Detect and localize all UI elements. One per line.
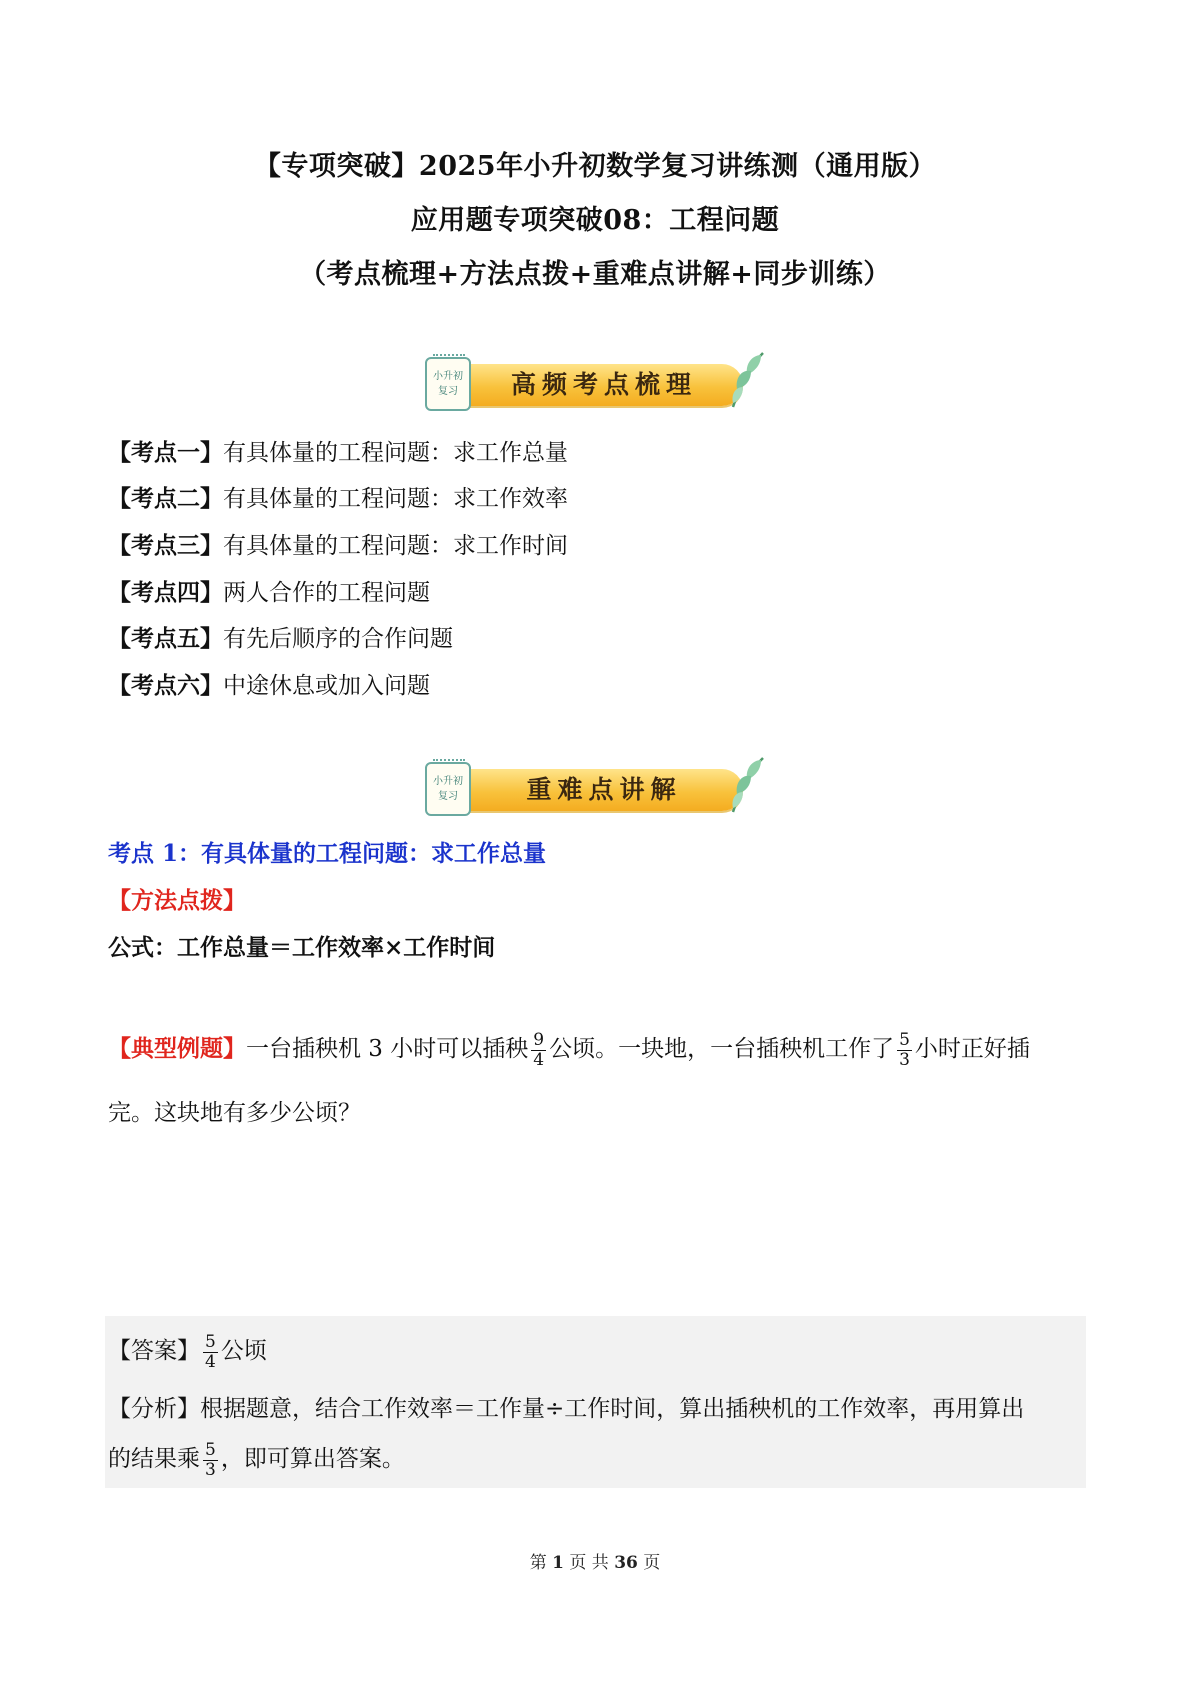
key-point-3 (108, 527, 568, 560)
banner-text: 高频考点梳理 (510, 370, 697, 399)
analysis-text: 的结果乘 (108, 1446, 200, 1472)
key-point-5 (108, 620, 453, 653)
example-line-2: 完。这块地有多少公顷？ (108, 1100, 361, 1126)
leaf-icon (725, 754, 769, 816)
doc-title-line1: 【专项突破】2025年小升初数学复习讲练测（通用版） (253, 151, 937, 182)
analysis-line-2 (108, 1440, 405, 1480)
key-point-tag: 【考点五】 (108, 625, 223, 652)
section-banner-key-difficulties (425, 760, 765, 820)
badge-text-top: 小升初 (433, 776, 463, 787)
page-total: 36 (614, 1553, 638, 1573)
badge-text-bottom: 复习 (438, 386, 458, 397)
key-point-2 (108, 480, 568, 513)
badge-text-bottom: 复习 (438, 791, 458, 802)
example-text-part1: 一台插秧机 3 小时可以插秧 (246, 1036, 529, 1062)
analysis-tag: 【分析】 (108, 1396, 200, 1422)
key-point-text: 有具体量的工程问题：求工作总量 (223, 440, 568, 466)
key-point-text: 中途休息或加入问题 (223, 673, 430, 699)
key-point-tag: 【考点二】 (108, 485, 223, 512)
example-text-part3: 小时正好插 (914, 1036, 1030, 1062)
key-point-tag: 【考点六】 (108, 672, 223, 699)
leaf-icon (725, 349, 769, 411)
fraction: $\frac{5}{4}$ (205, 1331, 216, 1372)
key-point-text: 有具体量的工程问题：求工作时间 (223, 533, 568, 559)
analysis-text: 根据题意，结合工作效率＝工作量÷工作时间，算出插秧机的工作效率，再用算出 (200, 1396, 1025, 1422)
notebook-badge-icon (425, 357, 471, 411)
page-footer: 第 1 页 共 36 页 (529, 1553, 661, 1573)
example-line-1 (108, 1030, 1030, 1070)
fraction: $\frac{5}{3}$ (205, 1439, 216, 1480)
formula-text: 公式：工作总量＝工作效率×工作时间 (108, 934, 496, 961)
section-banner-high-frequency (425, 355, 765, 415)
analysis-text: ，即可算出答案。 (220, 1446, 405, 1472)
badge-text-top: 小升初 (433, 371, 463, 382)
key-point-tag: 【考点三】 (108, 532, 223, 559)
key-point-4 (108, 574, 430, 607)
key-point-tag: 【考点四】 (108, 579, 223, 606)
answer-line (108, 1332, 267, 1372)
doc-title-line2: 应用题专项突破08：工程问题 (410, 205, 780, 236)
method-heading: 【方法点拨】 (108, 887, 246, 914)
answer-unit: 公顷 (220, 1338, 267, 1364)
notebook-badge-icon (425, 762, 471, 816)
key-point-1 (108, 434, 568, 467)
banner-text: 重难点讲解 (526, 775, 682, 804)
answer-tag: 【答案】 (108, 1338, 200, 1364)
example-text-part2: 公顷。一块地，一台插秧机工作了 (549, 1036, 895, 1062)
key-point-tag: 【考点一】 (108, 439, 223, 466)
example-tag: 【典型例题】 (108, 1035, 246, 1062)
key-point-text: 两人合作的工程问题 (223, 580, 430, 606)
page-number: 1 (552, 1553, 564, 1573)
fraction: $\frac{9}{4}$ (533, 1029, 545, 1070)
section-heading: 考点 1：有具体量的工程问题：求工作总量 (108, 840, 547, 867)
fraction: $\frac{5}{3}$ (899, 1029, 910, 1070)
analysis-line-1 (108, 1390, 1024, 1423)
doc-title-line3: （考点梳理+方法点拨+重难点讲解+同步训练） (299, 259, 891, 290)
key-point-text: 有先后顺序的合作问题 (223, 626, 453, 652)
key-point-text: 有具体量的工程问题：求工作效率 (223, 486, 568, 512)
key-point-6 (108, 667, 430, 700)
